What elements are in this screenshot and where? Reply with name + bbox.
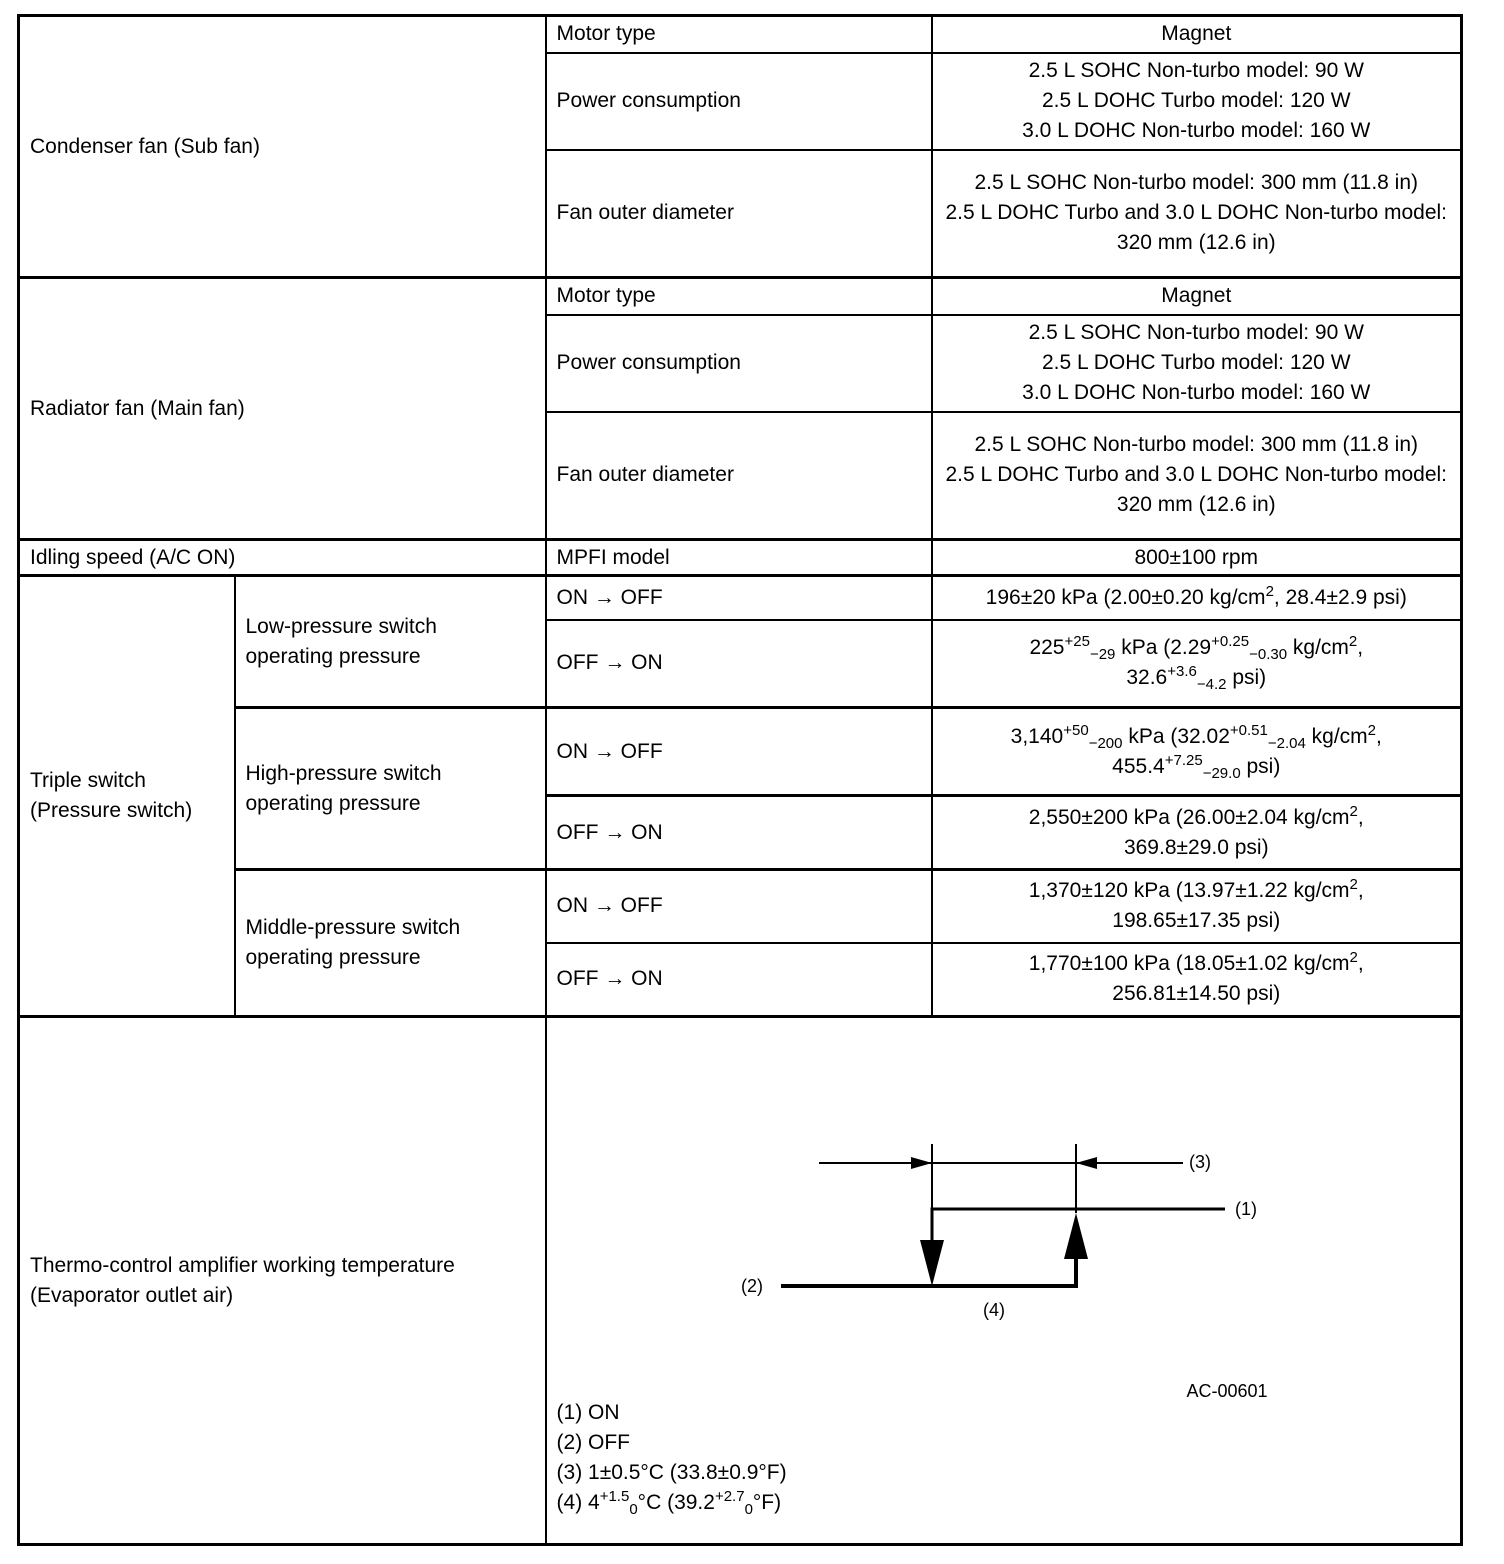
radiator-fan-label: Radiator fan (Main fan) [19,278,546,540]
low-off-on-label: OFF → ON [546,620,932,708]
fan-diameter-label: Fan outer diameter [546,412,932,540]
middle-pressure-label: Middle-pressure switch operating pressure [235,870,546,1017]
svg-text:(1): (1) [1234,1199,1257,1219]
svg-text:(4): (4) [982,1300,1005,1320]
legend-item: (4) $4^{+1.5}_0^\circ C$ $(39.2^{+2.7}_0^\circ F)$ [556,1488,782,1519]
high-pressure-label: High-pressure switch operating pressure [235,708,546,870]
triple-switch-label: Triple switch (Pressure switch) [19,576,235,1017]
thermo-label: Thermo-control amplifier working temperature (Evaporator outlet air) [19,1017,546,1545]
high-off-on-label: OFF → ON [546,796,932,870]
middle-off-on-value: 1,770±100 kPa (18.05±1.02 $kg/cm^2$, 256.81±14.50 psi) [932,943,1462,1017]
svg-text:(3): (3) [1188,1152,1211,1172]
motor-type-label: Motor type [546,16,932,53]
svg-text:(2): (2) [740,1276,763,1296]
low-on-off-label: ON → OFF [546,576,932,620]
fan-diameter-value: 2.5 L SOHC Non-turbo model: 300 mm (11.8 in) 2.5 L DOHC Turbo and 3.0 L DOHC Non-turbo model: 320 mm (12.6 in) [932,150,1462,278]
motor-type-value: Magnet [932,16,1462,53]
condenser-fan-label: Condenser fan (Sub fan) [19,16,546,278]
legend-item: (1) ON [556,1401,620,1424]
middle-off-on-label: OFF → ON [546,943,932,1017]
legend-item: (3) 1±0.5°C (33.8±0.9°F) [556,1461,787,1484]
low-pressure-label: Low-pressure switch operating pressure [235,576,546,708]
legend-item: (2) OFF [556,1431,631,1454]
motor-type-label: Motor type [546,278,932,315]
power-consumption-label: Power consumption [546,53,932,150]
fan-diameter-value: 2.5 L SOHC Non-turbo model: 300 mm (11.8 in) 2.5 L DOHC Turbo and 3.0 L DOHC Non-turbo model: 320 mm (12.6 in) [932,412,1462,540]
power-consumption-value: 2.5 L SOHC Non-turbo model: 90 W 2.5 L DOHC Turbo model: 120 W 3.0 L DOHC Non-turbo model: 160 W [932,315,1462,412]
thermo-diagram-cell [546,1017,1462,1545]
power-consumption-label: Power consumption [546,315,932,412]
idling-model: MPFI model [546,540,932,576]
low-on-off-value: 196±20 kPa (2.00±0.20 $kg/cm^2$, 28.4±2.9 psi) [932,576,1462,620]
spec-table [17,14,1463,1546]
high-off-on-value: 2,550±200 kPa (26.00±2.04 $kg/cm^2$, 369.8±29.0 psi) [932,796,1462,870]
middle-on-off-label: ON → OFF [546,870,932,943]
diagram-legend [557,1398,787,1518]
figure-id: AC-00601 [1186,1381,1268,1401]
idling-speed-label: Idling speed (A/C ON) [19,540,546,576]
high-on-off-label: ON → OFF [546,708,932,796]
high-on-off-value: $3,140^{+50}_{-200}$ kPa ($32.02^{+0.51}_{-2.04}$ $kg/cm^2$, $455.4^{+7.25}_{-29.0}$ psi) [932,708,1462,796]
middle-on-off-value: 1,370±120 kPa (13.97±1.22 $kg/cm^2$, 198.65±17.35 psi) [932,870,1462,943]
motor-type-value: Magnet [932,278,1462,315]
fan-diameter-label: Fan outer diameter [546,150,932,278]
idling-value: 800±100 rpm [932,540,1462,576]
power-consumption-value: 2.5 L SOHC Non-turbo model: 90 W 2.5 L DOHC Turbo model: 120 W 3.0 L DOHC Non-turbo model: 160 W [932,53,1462,150]
low-off-on-value: $225^{+25}_{-29}$ kPa ($2.29^{+0.25}_{-0.30}$ $kg/cm^2$, $32.6^{+3.6}_{-4.2}$ psi) [932,620,1462,708]
